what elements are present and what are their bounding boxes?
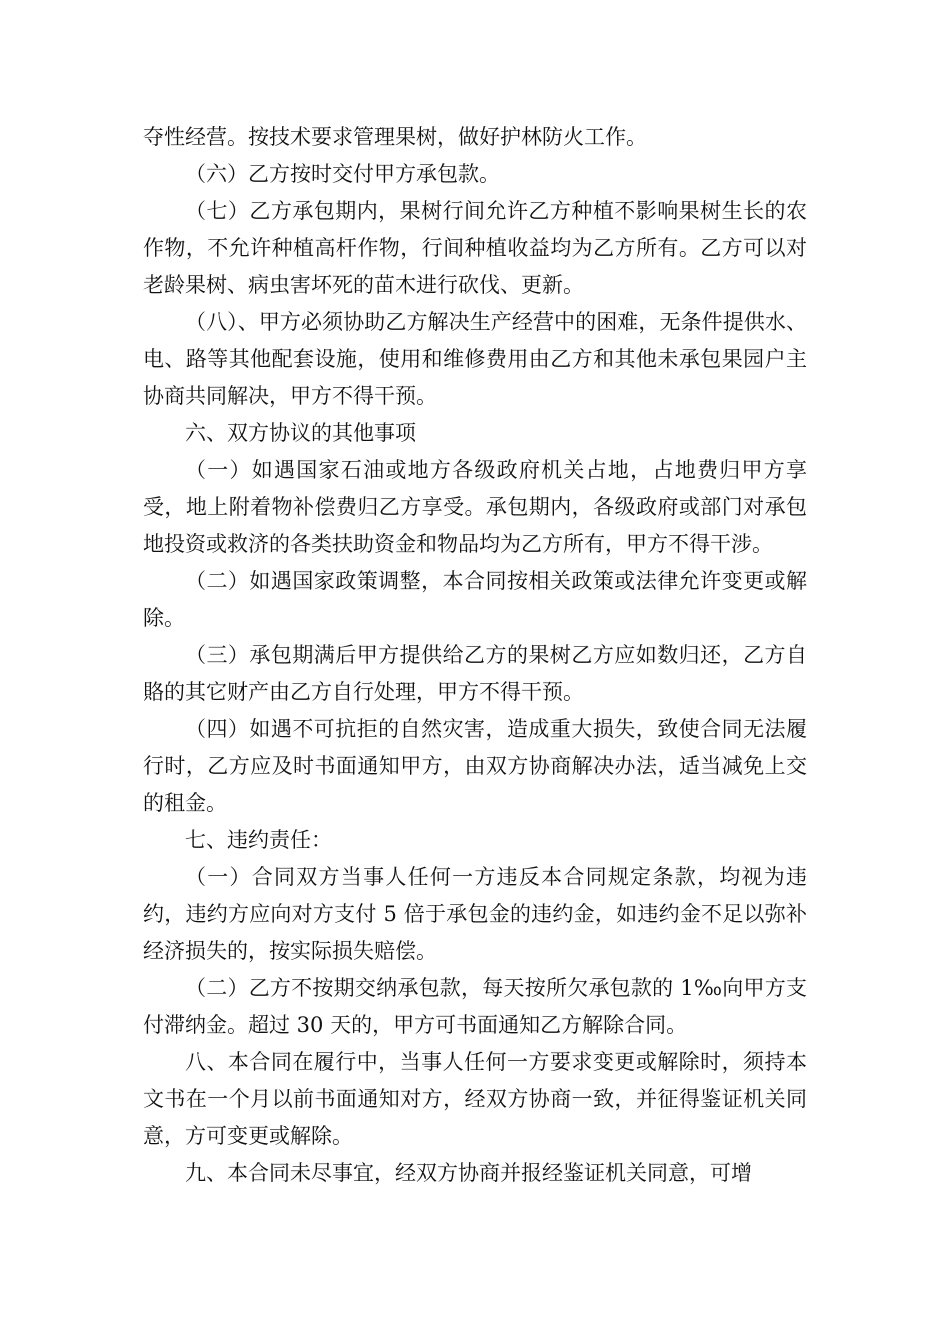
section-heading-breach: 七、违约责任： <box>185 828 332 852</box>
section-8-paragraph: 八、本合同在履行中，当事人任何一方要求变更或解除时，须持本文书在一个月以前书面通知对方，经双方协商一致，并征得鉴证机关同意，方可变更或解除。 <box>143 1050 807 1148</box>
paragraph-breach-1: （一）合同双方当事人任何一方违反本合同规定条款，均视为违约，违约方应向对方支付 5 倍于承包金的违约金，如违约金不足以弥补经济损失的，按实际损失赔偿。 <box>143 865 807 963</box>
paragraph-continuation: 夺性经营。按技术要求管理果树，做好护林防火工作。 <box>143 125 647 149</box>
document-body <box>143 119 807 1192</box>
paragraph-other-3: （三）承包期满后甲方提供给乙方的果树乙方应如数归还，乙方自賂的其它财产由乙方自行处理，甲方不得干预。 <box>143 643 807 704</box>
paragraph-other-2: （二）如遇国家政策调整，本合同按相关政策或法律允许变更或解除。 <box>143 569 807 630</box>
paragraph-other-4: （四）如遇不可抗拒的自然灾害，造成重大损失，致使合同无法履行时，乙方应及时书面通知甲方，由双方协商解决办法，适当减免上交的租金。 <box>143 717 807 815</box>
paragraph-breach-2: （二）乙方不按期交纳承包款，每天按所欠承包款的 1‰向甲方支付滞纳金。超过 30 天的，甲方可书面通知乙方解除合同。 <box>143 976 807 1037</box>
section-9-paragraph: 九、本合同未尽事宜，经双方协商并报经鉴证机关同意，可增 <box>185 1161 752 1185</box>
paragraph-clause-7: （七）乙方承包期内，果树行间允许乙方种植不影响果树生长的农作物，不允许种植高杆作物，行间种植收益均为乙方所有。乙方可以对老龄果树、病虫害坏死的苗木进行砍伐、更新。 <box>143 199 807 297</box>
section-heading-other-matters: 六、双方协议的其他事项 <box>185 421 416 445</box>
paragraph-clause-6: （六）乙方按时交付甲方承包款。 <box>185 162 500 186</box>
paragraph-clause-8: （八）、甲方必须协助乙方解决生产经营中的困难，无条件提供水、电、路等其他配套设施，使用和维修费用由乙方和其他未承包果园户主协商共同解决，甲方不得干预。 <box>143 310 807 408</box>
paragraph-other-1: （一）如遇国家石油或地方各级政府机关占地，占地费归甲方享受，地上附着物补偿费归乙方享受。承包期内，各级政府或部门对承包地投资或救济的各类扶助资金和物品均为乙方所有，甲方不得干涉。 <box>143 458 807 556</box>
